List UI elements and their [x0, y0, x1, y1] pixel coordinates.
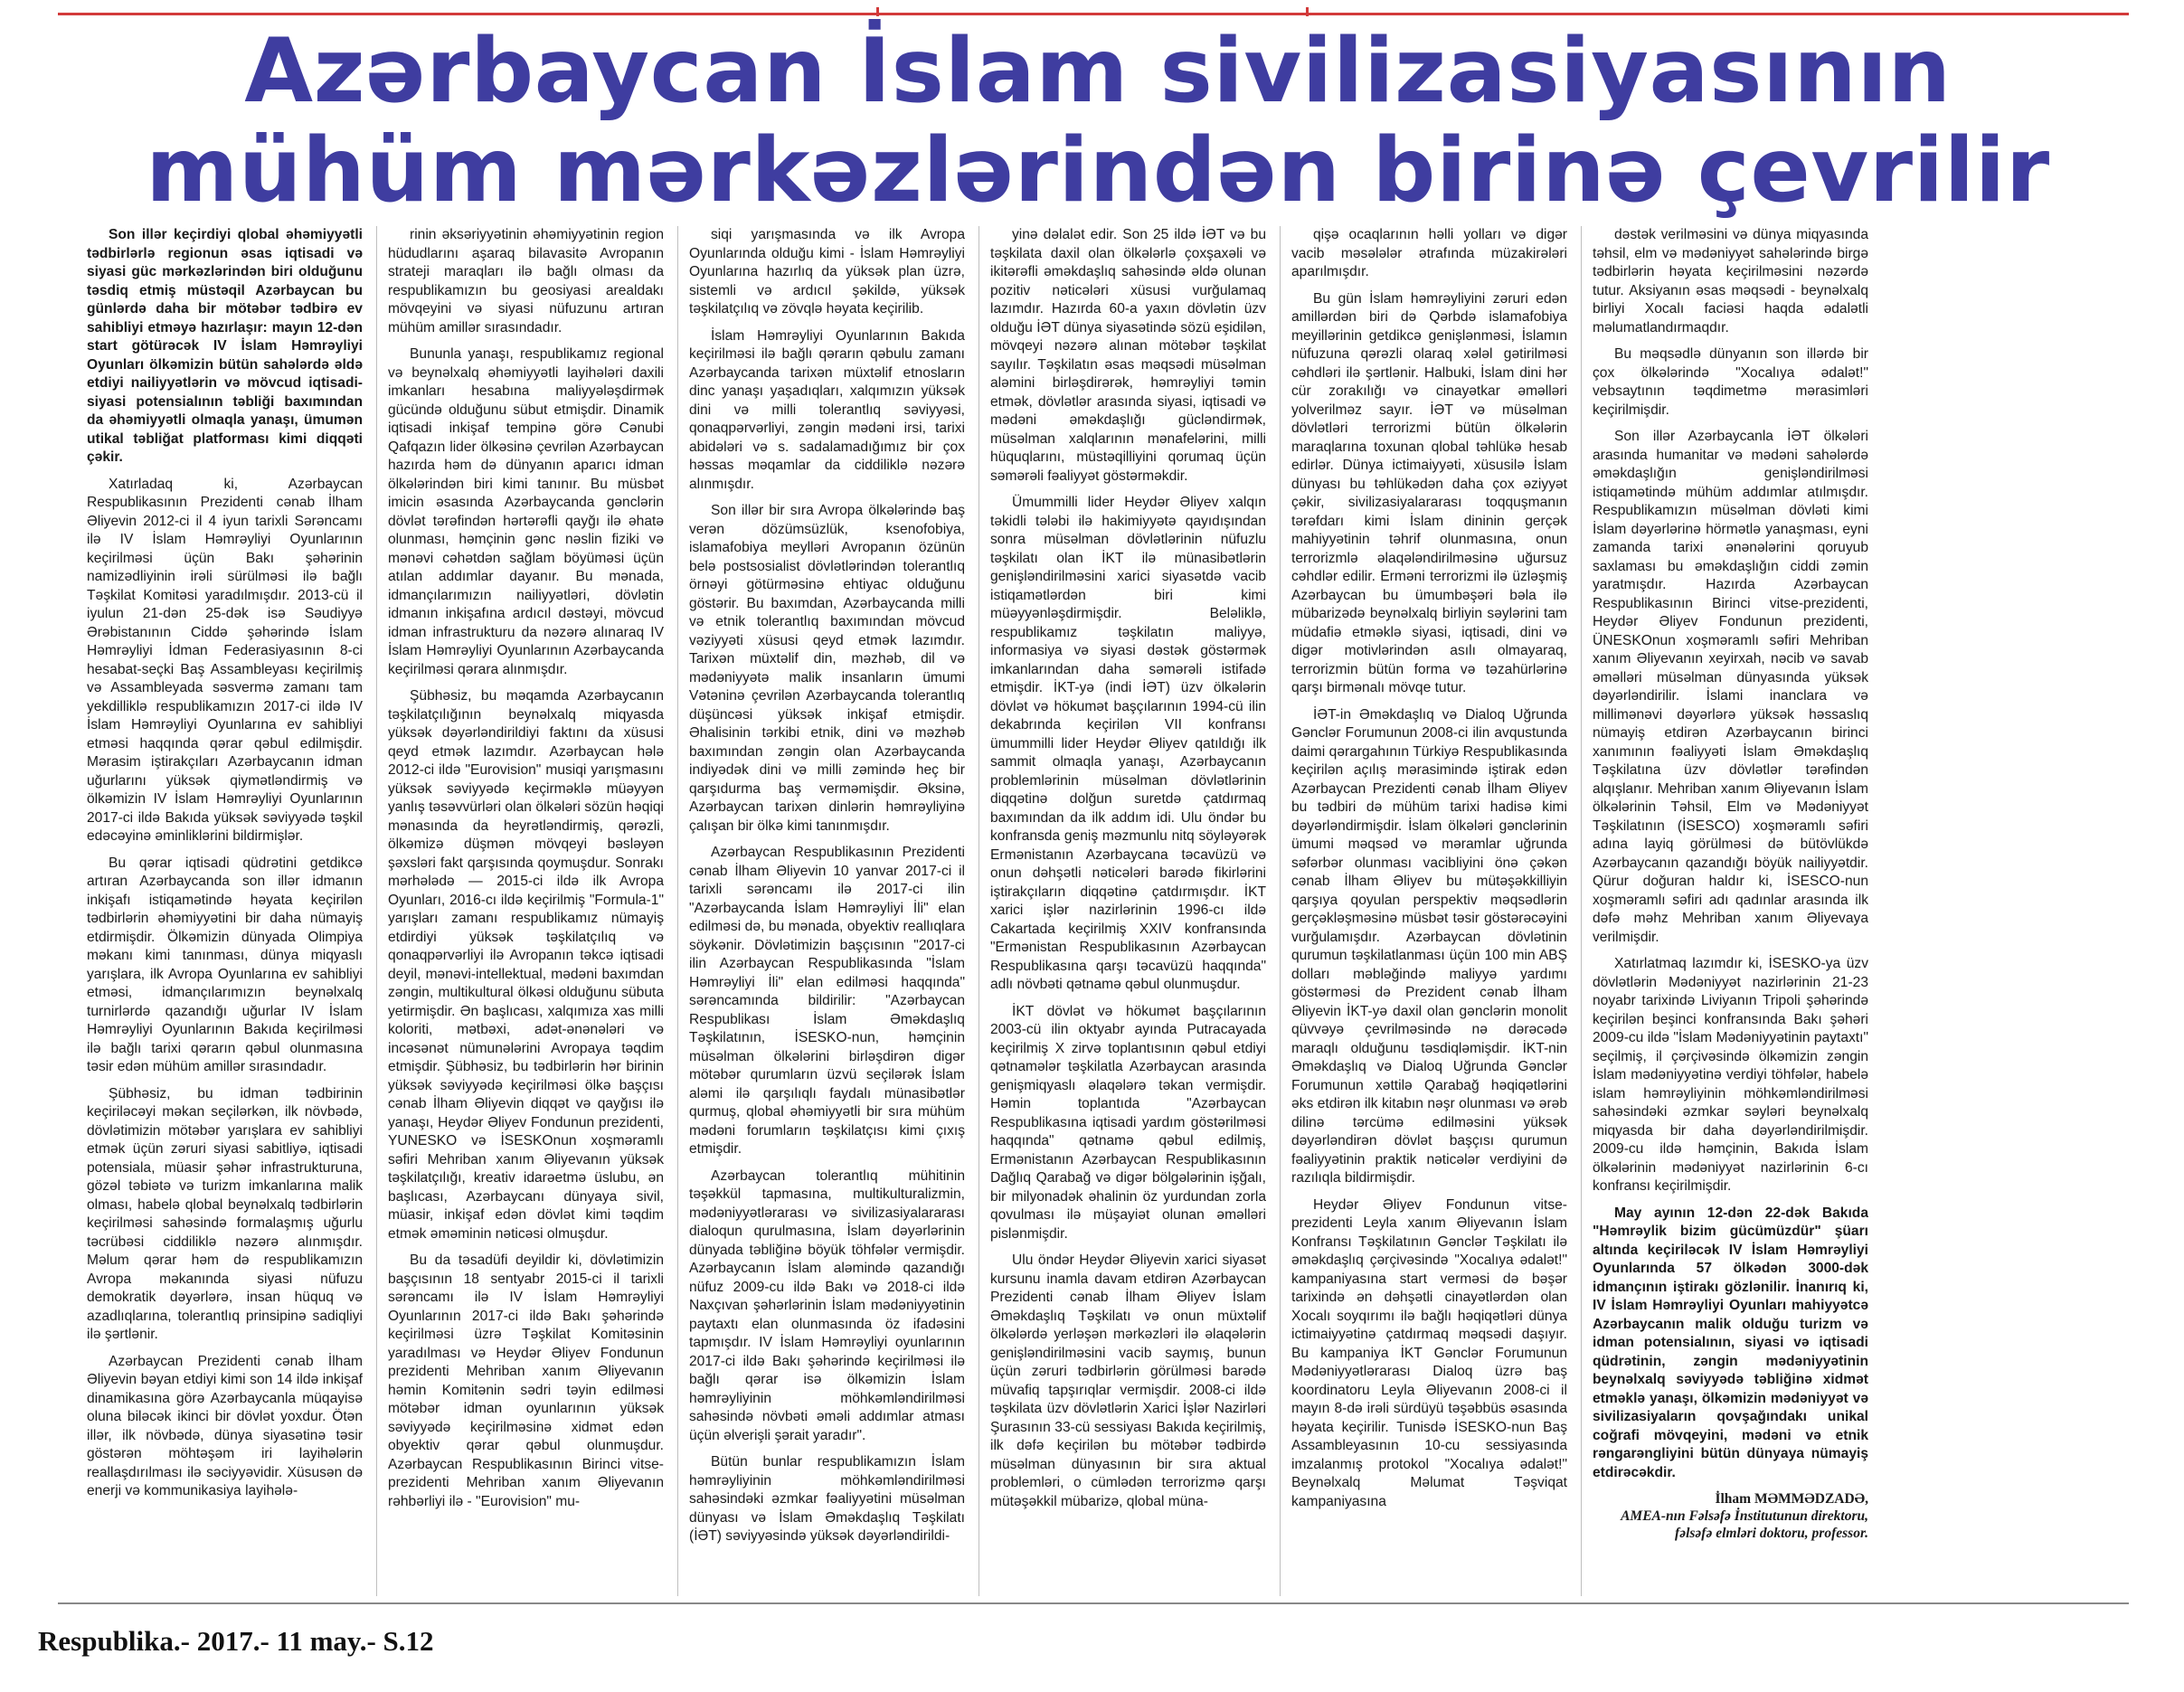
source-citation: Respublika.- 2017.- 11 may.- S.12	[38, 1625, 434, 1657]
author-signature	[1593, 1490, 1868, 1542]
headline-line-2: mühüm mərkəzlərindən birinə çevrilir	[146, 119, 2050, 222]
paragraph: Son illər bir sıra Avropa ölkələrində baş verən dözümsüzlük, ksenofobiya, islamafobiya meylləri Avropanın özünün belə postsosialist dövlətlərindən tolerantlıq örnəyi götürməsinə ehtiyac olduğunu göstərir. Bu baxımdan, Azərbaycanda milli və etnik tolerantlıq baxımından mövcud vəziyyəti xüsusi qeyd etmək lazımdır. Tarixən müxtəlif din, məzhəb, dil və mədəniyyətə malik insanların ümumi Vətəninə çevrilən Azərbaycanda tolerantlıq düşüncəsi yüksək inkişaf etmişdir. Əhalisinin tərkibi etnik, dini və məzhəb baxımından zəngin olan Azərbaycanda indiyədək dini və milli zəmində heç bir qarşıdurma baş verməmişdir. Əksinə, Azərbaycan tarixən dinlərin həmrəyliyinə çalışan bir ölkə kimi tanınmışdır.	[689, 503, 965, 834]
paragraph: Bu məqsədlə dünyanın son illərdə bir çox ölkələrində "Xocalıya ədalət!" vebsaytının təqdimetmə mərasimləri keçirilmişdir.	[1593, 346, 1868, 418]
paragraph: rinin əksəriyyətinin əhəmiyyətinin region hüdudlarını aşaraq bilavasitə Avropanın strateji maraqları ilə bağlı olması da respublikamızın bu geosiyasi arealdakı mövqeyini və siyasi nüfuzunu artıran mühüm amillər sırasındadır.	[388, 227, 664, 336]
paragraph: Son illər keçirdiyi qlobal əhəmiyyətli tədbirlərlə regionun əsas iqtisadi və siyasi güc mərkəzlərindən biri olduğunu təsdiq etmiş müstəqil Azərbaycan bu günlərdə daha bir mötəbər tədbirə ev sahibliyi etməyə hazırlaşır: mayın 12-dən start götürəcək IV İslam Həmrəyliyi Oyunları ölkəmizin bütün sahələrdə əldə etdiyi nailiyyətlərin və mövcud iqtisadi-siyasi potensialının təbliği baxımından da əhəmiyyətli olmaqla yanaşı, ümumən utikal təbliğat platforması kimi diqqəti çəkir.	[87, 227, 363, 465]
paragraph: Ulu öndər Heydər Əliyevin xarici siyasət kursunu inamla davam etdirən Azərbaycan Prezidenti cənab İlham Əliyev İslam Əməkdaşlıq Təşkilatı və onun müxtəlif ölkələrdə yerləşən mərkəzləri ilə əlaqələrin genişləndirilməsini vacib saymış, bunun üçün zəruri tədbirlərin görülməsi barədə müvafiq tapşırıqlar vermişdir. 2008-ci ildə təşkilata üzv dövlətlərin Xarici İşlər Nazirləri Şurasının 33-cü sessiyası Bakıda keçirilmiş, ilk dəfə keçirilən bu mötəbər tədbirdə müsəlman dünyasının bir sıra aktual problemləri, o cümlədən terrorizmə qarşı mütəşəkkil mübarizə, qlobal müna-	[990, 1252, 1266, 1509]
column-4	[990, 226, 1266, 1596]
paragraph: siqi yarışmasında və ilk Avropa Oyunlarında olduğu kimi - İslam Həmrəyliyi Oyunlarına hazırlıq da yüksək plan üzrə, sistemli və ardıcıl şəkildə, yüksək təşkilatçılıq və zövqlə həyata keçirilib.	[689, 227, 965, 317]
paragraph: Xatırladaq ki, Azərbaycan Respublikasının Prezidenti cənab İlham Əliyevin 2012-ci il 4 iyun tarixli Sərəncamı ilə IV İslam Həmrəyliyi Oyunlarının keçirilməsi üçün Bakı şəhərinin namizədliyinin irəli sürülməsi ilə bağlı Təşkilat Komitəsi yaradılmışdır. 2013-cü il iyulun 21-dən 25-dək isə Səudiyyə Ərəbistanının Ciddə şəhərində İslam Həmrəyliyi İdman Federasiyasının 8-ci hesabat-seçki Baş Assambleyası keçirilmiş və Assambleyada səsvermə zamanı tam yekdilliklə respublikamızın 2017-ci ildə IV İslam Həmrəyliyi Oyunlarına ev sahibliyi etməsi haqqında qərar qəbul edilmişdir. Mərasim iştirakçıları Azərbaycanın idman uğurlarını yüksək qiymətləndirmiş və ölkəmizin IV İslam Həmrəyliyi Oyunlarının 2017-ci ildə Bakıda yüksək səviyyədə təşkil edəcəyinə əminliklərini bildirmişlər.	[87, 476, 363, 844]
column-3	[689, 226, 965, 1596]
paragraph: Ümummilli lider Heydər Əliyev xalqın təkidli tələbi ilə hakimiyyətə qayıdışından sonra müsəlman dövlətlərinin nüfuzlu təşkilatı olan İKT ilə münasibətlərin genişləndirilməsini xarici siyasətdə vacib istiqamətlərdən biri kimi müəyyənləşdirmişdir. Beləliklə, respublikamız təşkilatın maliyyə, informasiya və siyasi dəstək göstərmək imkanlarından daha səmərəli istifadə etmişdir. İKT-yə (indi İƏT) üzv ölkələrin dövlət və hökumət başçılarının 1994-cü ilin dekabrında keçirilən VII konfransı ümummilli lider Heydər Əliyev qatıldığı ilk sammit olmaqla yanaşı, Azərbaycanın problemlərinin müsəlman dövlətlərinin diqqətinə dolğun suretdə çatdırmaq baxımından da ilk addım idi. Ulu öndər bu konfransda geniş məzmunlu nitq söyləyərək Ermənistanın Azərbaycana təcavüzü və onun dəhşətli nəticələri barədə fikirlərini iştirakçıların diqqətinə çatdırmışdır. İKT xarici işlər nazirlərinin 1996-cı ildə Cakartada keçirilmiş XXIV konfransında "Ermənistan Respublikasının Azərbaycan Respublikasına qarşı təcavüzü haqqında" adlı növbəti qətnamə qəbul olunmuşdur.	[990, 495, 1266, 992]
column-5	[1291, 226, 1567, 1596]
column-2	[388, 226, 664, 1596]
column-divider	[1581, 226, 1582, 1596]
headline	[58, 22, 2138, 221]
author-title-line-1: AMEA-nın Fəlsəfə İnstitutunun direktoru,	[1621, 1508, 1868, 1524]
paragraph: dəstək verilməsini və dünya miqyasında təhsil, elm və mədəniyyət sahələrində birgə tədbirlərin həyata keçirilməsini nəzərdə tutur. Aksiyanın əsas məqsədi - beynəlxalq birliyi Xocalı faciəsi haqda ədalətli məlumatlandırmaqdır.	[1593, 227, 1868, 336]
author-name: İlham MƏMMƏDZADƏ,	[1715, 1491, 1868, 1507]
paragraph: Xatırlatmaq lazımdır ki, İSESKO-ya üzv dövlətlərin Mədəniyyət nazirlərinin 21-23 noyabr tarixində Liviyanın Tripoli şəhərində keçirilən beşinci konfransında Bakı şəhəri 2009-cu ildə "İslam Mədəniyyətinin paytaxtı" seçilmiş, il çərçivəsində ölkəmizin zəngin İslam mədəniyyətinə verdiyi töhfələr, habelə islam həmrəyliyinin möhkəmləndirilməsi sahəsindəki əzmkar səyləri beynəlxalq miqyasda bir daha dəyərləndirilmişdir. 2009-cu ildə həmçinin, Bakıda İslam ölkələrinin mədəniyyət nazirlərinin 6-cı konfransı keçirilmişdir.	[1593, 956, 1868, 1194]
paragraph: Azərbaycan Respublikasının Prezidenti cənab İlham Əliyevin 10 yanvar 2017-ci il tarixli sərəncamı ilə 2017-ci ilin "Azərbaycanda İslam Həmrəyliyi İli" elan edilməsi də, bu mənada, obyektiv reallıqlara söykənir. Dövlətimizin başçısının "2017-ci ilin Azərbaycan Respublikasında "İslam Həmrəyliyi İli" elan edilməsi haqqında" sərəncamında bildirilir: "Azərbaycan Respublikası İslam Əməkdaşlıq Təşkilatının, İSESKO-nun, həmçinin müsəlman ölkələrini birləşdirən digər mötəbər qurumların üzvü seçilərək İslam aləmi ilə qarşılıqlı faydalı münasibətlər qurmuş, qlobal əhəmiyyətli bir sıra mühüm mədəni forumların təşkilatçısı kimi çıxış etmişdir.	[689, 845, 965, 1157]
paragraph: Azərbaycan Prezidenti cənab İlham Əliyevin bəyan etdiyi kimi son 14 ildə inkişaf dinamikasına görə Azərbaycanla müqayisə oluna biləcək ikinci bir dövlət yoxdur. Ötən illər, ilk növbədə, dünya siyasətinə təsir göstərən möhtəşəm iri layihələrin reallaşdırılması ilə səciyyəvidir. Xüsusən də enerji və kommunikasiya layihələ-	[87, 1353, 363, 1498]
paragraph: Şübhəsiz, bu məqamda Azərbaycanın təşkilatçılığının beynəlxalq miqyasda yüksək dəyərləndirildiyi faktını da xüsusi qeyd etmək lazımdır. Azərbaycan hələ 2012-ci ildə "Eurovision" musiqi yarışmasını yüksək səviyyədə keçirməklə müəyyən yanlış təsəvvürləri olan ölkələri sözün həqiqi mənasında da heyrətləndirmiş, qərəzli, ölkəmizə düşmən mövqeyi bəsləyən şəxsləri fakt qarşısında qoymuşdur. Sonrakı mərhələdə — 2015-ci ildə ilk Avropa Oyunları, 2016-cı ildə keçirilmiş "Formula-1" yarışları zamanı respublikamız nümayiş etdirdiyi yüksək təşkilatçılıq və qonaqpərvərliyi ilə Avropanın təkcə iqtisadi deyil, mənəvi-intellektual, mədəni baxımdan zəngin, multikultural ölkəsi olduğunu sübuta yetirmişdir. Ən başlıcası, xalqımıza xas milli koloriti, mətbəxi, adət-ənənələri və incəsənət nümunələrini Avropaya təqdim etmişdir. Şübhəsiz, bu tədbirlərin hər birinin yüksək səviyyədə keçirilməsi ölkə başçısı cənab İlham Əliyevin diqqət və qayğısı ilə yanaşı, Heydər Əliyev Fondunun prezidenti, YUNESKO və İSESKOnun xoşməramlı səfiri Mehriban xanım Əliyevanın yüksək təşkilatçılığı, kreativ idarəetmə üslubu, ən başlıcası, Azərbaycanı dünyaya sivil, müasir, inkişaf edən dövlət kimi təqdim etmək əməminin nəticəsi olmuşdur.	[388, 688, 664, 1242]
author-title-line-2: fəlsəfə elmləri doktoru, professor.	[1675, 1526, 1868, 1541]
article-body	[87, 226, 2125, 1596]
bottom-rule	[58, 1602, 2129, 1604]
column-divider	[376, 226, 377, 1596]
column-divider	[1280, 226, 1281, 1596]
paragraph: yinə dəlalət edir. Son 25 ildə İƏT və bu təşkilata daxil olan ölkələrlə çoxşaxəli və ikitərəfli əməkdaşlıq sahəsində əldə olunan pozitiv nəticələri xüsusi vurğulamaq lazımdır. Hazırda 60-a yaxın dövlətin üzv olduğu İƏT dünya siyasətində sözü eşidilən, mövqeyi nəzərə alınan mötəbər təşkilat sayılır. Təşkilatın əsas məqsədi müsəlman aləmini birləşdirərək, həmrəyliyi təmin etmək, dövlətlər arasında siyasi, iqtisadi və mədəni əməkdaşlığı gücləndirmək, müsəlman xalqlarının mənafelərini, milli hüquqlarını, müstəqilliyini qorumaq üçün səmərəli fəaliyyət göstərməkdir.	[990, 227, 1266, 484]
paragraph: Heydər Əliyev Fondunun vitse-prezidenti Leyla xanım Əliyevanın İslam Konfransı Təşkilatının Gənclər Təşkilatı ilə əməkdaşlıq çərçivəsində "Xocalıya ədalət!" kampaniyasına start verməsi də bəşər tarixində ən dəhşətli cinayətlərdən olan Xocalı soyqırımı ilə bağlı həqiqətləri dünya ictimaiyyətinə çatdırmaq məqsədi daşıyır. Bu kampaniya İKT Gənclər Forumunun Mədəniyyətlərarası Dialoq üzrə baş koordinatoru Leyla Əliyevanın 2008-ci il mayın 8-də irəli sürdüyü təşəbbüs əsasında həyata keçirilir. Tunisdə İSESKO-nun Baş Assambleyasının 10-cu sessiyasında imzalanmış protokol "Xocalıya ədalət!" Beynəlxalq Məlumat Təşviqat kampaniyasına	[1291, 1196, 1567, 1509]
headline-line-1: Azərbaycan İslam sivilizasiyasının	[244, 20, 1952, 123]
paragraph: Azərbaycan tolerantlıq mühitinin təşəkkül tapmasına, multikulturalizmin, mədəniyyətlərarası və sivilizasiyalararası dialoqun qurulmasına, İslam dəyərlərinin dünyada təbliğinə böyük töhfələr vermişdir. Azərbaycanın İslam aləmində qazandığı nüfuz 2009-cu ildə Bakı və 2018-ci ildə Naxçıvan şəhərlərinin İslam mədəniyyətinin paytaxtı elan olunmasında öz ifadəsini tapmışdır. IV İslam Həmrəyliyi oyunlarının 2017-ci ildə Bakı şəhərində keçirilməsi ilə bağlı qərar isə ölkəmizin İslam həmrəyliyinin möhkəmləndirilməsi sahəsində növbəti əməli addımlar atması üçün əlverişli şərait yaradır".	[689, 1167, 965, 1443]
paragraph: İKT dövlət və hökumət başçılarının 2003-cü ilin oktyabr ayında Putracayada keçirilmiş X zirvə toplantısının qəbul etdiyi qətnamələr təşkilatla Azərbaycan arasında genişmiqyaslı əlaqələrə təkan vermişdir. Həmin toplantıda "Azərbaycan Respublikasına iqtisadi yardım göstərilməsi haqqında" qətnamə qəbul edilmiş, Ermənistanın Azərbaycan Respublikasının Dağlıq Qarabağ və digər bölgələrinin işğalı, bir milyonadək əhalinin öz yurdundan zorla qovulması ilə müşayiət olunan əməlləri pislənmişdir.	[990, 1003, 1266, 1242]
paragraph: Şübhəsiz, bu idman tədbirinin keçiriləcəyi məkan seçilərkən, ilk növbədə, dövlətimizin mötəbər yarışlara ev sahibliyi etmək üçün zəruri siyasi sabitliyə, iqtisadi potensiala, müasir şəhər infrastrukturuna, gözəl təbiətə və turizm imkanlarına malik olması, habelə qlobal beynəlxalq tədbirlərin keçirilməsi sahəsində formalaşmış uğurlu təcrübəsi ciddiliklə nəzərə alınmışdır. Məlum qərar həm də respublikamızın Avropa məkanında siyasi nüfuzu demokratik dəyərlərə, insan hüquq və azadlıqlarına, tolerantlıq prinsipinə sadiqliyi ilə şərtlənir.	[87, 1085, 363, 1342]
column-1	[87, 226, 363, 1596]
paragraph: Bu qərar iqtisadi qüdrətini getdikcə artıran Azərbaycanda son illər idmanın inkişafı istiqamətində həyata keçirilən tədbirlərin əhəmiyyətini bir daha nümayiş etdirmişdir. Ölkəmizin dünyada Olimpiya məkanı kimi tanınması, dünya miqyaslı yarışlara, ilk Avropa Oyunlarına ev sahibliyi etməsi, idmançılarımızın beynəlxalq turnirlərdə qazandığı uğurlar IV İslam Həmrəyliyi Oyunlarının Bakıda keçirilməsi ilə bağlı tarixi qərarın qəbul olunmasına təsir edən mühüm amillər sırasındadır.	[87, 855, 363, 1074]
paragraph: May ayının 12-dən 22-dək Bakıda "Həmrəylik bizim gücümüzdür" şüarı altında keçiriləcək IV İslam Həmrəyliyi Oyunlarında 57 ölkədən 3000-dək idmançının iştirakı gözlənilir. İnanırıq ki, IV İslam Həmrəyliyi Oyunları mahiyyətcə Azərbaycanın malik olduğu turizm və idman potensialının, siyasi və iqtisadi qüdrətinin, zəngin mədəniyyətinin beynəlxalq səviyyədə təbliğinə xidmət etməklə yanaşı, ölkəmizin mədəniyyət və sivilizasiyaların qovşağındakı unikal coğrafi mövqeyini, mədəni və etnik rəngarəngliyini bütün dünyaya nümayiş etdirəcəkdir.	[1593, 1205, 1868, 1480]
paragraph: Bu gün İslam həmrəyliyini zəruri edən amillərdən biri də Qərbdə islamafobiya meyillərinin getdikcə genişlənməsi, İslamın nüfuzuna qərəzli olaraq xələl gətirilməsi cəhdləri ilə şərtlənir. Halbuki, İslam dini hər cür zorakılığı və cinayətkar əməlləri yolverilməz sayır. İƏT və müsəlman dövlətləri terrorizmi bütün ölkələrin maraqlarına toxunan qlobal təhlükə hesab edirlər. Dünya ictimaiyyəti, xüsusilə İslam dünyası bu təhlükədən daha çox əziyyət çəkir, sivilizasiyalararası toqquşmanın tərəfdarı kimi İslam dininin gerçək mahiyyətinin təhrif olunmasına, onun terrorizmlə əlaqələndirilməsinə uğursuz cəhdlər edilir. Erməni terrorizmi ilə üzləşmiş Azərbaycan bu ümumbəşəri bəla ilə mübarizədə beynəlxalq birliyin səylərini tam müdafiə etməklə siyasi, iqtisadi, dini və digər motivlərindən asılı olmayaraq, terrorizmin bütün forma və təzahürlərinə qarşı birmənalı mövqe tutur.	[1291, 290, 1567, 695]
paragraph: İslam Həmrəyliyi Oyunlarının Bakıda keçirilməsi ilə bağlı qərarın qəbulu zamanı Azərbaycanda tarixən müxtəlif etnosların dinc yanaşı yaşadıqları, xalqımızın yüksək dini və milli tolerantlıq səviyyəsi, qonaqpərvərliyi, zəngin mədəni irsi, tarixi abidələri və s. sadalamadığımız bir çox həssas məqamlar da ciddiliklə nəzərə alınmışdır.	[689, 327, 965, 492]
paragraph: Bununla yanaşı, respublikamız regional və beynəlxalq əhəmiyyətli layihələri daxili imkanları hesabına maliyyələşdirmək gücündə olduğunu sübut etmişdir. Dinamik iqtisadi inkişaf tempinə görə Cənubi Qafqazın lider ölkəsinə çevrilən Azərbaycan hazırda həm də dünyanın aparıcı idman ölkələrindən biri kimi tanınır. Bu müsbət imicin əsasında Azərbaycanda gənclərin dövlət tərəfindən hərtərəfli qayğı ilə əhatə olunması, həmçinin gənc nəslin fiziki və mənəvi cəhətdən sağlam böyüməsi üçün atılan addımlar dayanır. Bu mənada, idmançılarımızın nailiyyətləri, dövlətin idmanın inkişafına ardıcıl dəstəyi, mövcud idman infrastrukturu da nəzərə alınaraq IV İslam Həmrəyliyi Oyunlarının Azərbaycanda keçirilməsi qərara alınmışdır.	[388, 346, 664, 677]
paragraph: Bu da təsadüfi deyildir ki, dövlətimizin başçısının 18 sentyabr 2015-ci il tarixli sərəncamı ilə IV İslam Həmrəyliyi Oyunlarının 2017-ci ildə Bakı şəhərində keçirilməsi üzrə Təşkilat Komitəsinin yaradılması və Heydər Əliyev Fondunun prezidenti Mehriban xanım Əliyevanın həmin Komitənin sədri təyin edilməsi mötəbər idman oyunlarının yüksək səviyyədə keçirilməsinə xidmət edən obyektiv qərar qəbul olunmuşdur. Azərbaycan Respublikasının Birinci vitse-prezidenti Mehriban xanım Əliyevanın rəhbərliyi ilə - "Eurovision" mu-	[388, 1252, 664, 1509]
column-divider	[677, 226, 678, 1596]
paragraph: Son illər Azərbaycanla İƏT ölkələri arasında humanitar və mədəni sahələrdə əməkdaşlığın genişləndirilməsi istiqamətində mühüm addımlar atılmışdır. Respublikamızın müsəlman dövləti kimi İslam dəyərlərinə hörmətlə yanaşması, eyni zamanda tarixi ənənələrini qoruyub saxlaması bu əməkdaşlığın ciddi zəmin yaratmışdır. Hazırda Azərbaycan Respublikasının Birinci vitse-prezidenti, Heydər Əliyev Fondunun prezidenti, ÜNESKOnun xoşməramlı səfiri Mehriban xanım Əliyevanın xeyirxah, nəcib və savab əməlləri müsəlman dünyasında yüksək dəyərləndirilir. İslami inanclara və millimənəvi dəyərlərə yüksək həssaslıq nümayiş etdirən Azərbaycanın birinci xanımının fəaliyyəti İslam Əməkdaşlıq Təşkilatına üzv dövlətlər tərəfindən alqışlanır. Mehriban xanım Əliyevanın İslam ölkələrinin Təhsil, Elm və Mədəniyyət Təşkilatının (İSESCO) xoşməramlı səfiri adına layiq görülməsi də bütövlükdə Azərbaycanın qazandığı böyük nailiyyətdir. Qürur doğuran haldır ki, İSESCO-nun xoşməramlı səfiri adı qadınlar arasında ilk dəfə məhz Mehriban xanım Əliyevaya verilmişdir.	[1593, 429, 1868, 945]
paragraphs	[1593, 226, 1868, 1482]
paragraph: İƏT-in Əməkdaşlıq və Dialoq Uğrunda Gənclər Forumunun 2008-ci ilin avqustunda daimi qərargahının Türkiyə Respublikasında keçirilən açılış mərasimində iştirak edən Azərbaycan Prezidenti cənab İlham Əliyev bu tədbiri də mühüm tarixi hadisə kimi dəyərləndirmişdir. İslam ölkələri gənclərinin ümumi məqsəd və məramlar uğrunda səfərbər olunması vacibliyini önə çəkən cənab İlham Əliyev bu mütəşəkkilliyin qarşıya qoyulan perspektiv məqsədlərin gerçəkləşməsinə müsbət təsir göstərəcəyini vurğulamışdır. Azərbaycan dövlətinin qurumun təşkilatlanması üçün 100 min ABŞ dolları məbləğində maliyyə yardımı göstərməsi də Prezident cənab İlham Əliyevin İKT-yə daxil olan gənclərin monolit qüvvəyə çevrilməsində nə dərəcədə maraqlı olduğunu təsdiqləmişdir. İKT-nin Əməkdaşlıq və Dialoq Uğrunda Gənclər Forumunun xəttilə Qarabağ həqiqətlərini əks etdirən ilk kitabın nəşr olunması və ərəb dilinə tərcümə edilməsini yüksək dəyərləndirən dövlət başçısı qurumun fəaliyyətinin praktik nəticələr verdiyini də razılıqla bildirmişdir.	[1291, 706, 1567, 1186]
top-rule	[58, 13, 2129, 15]
paragraph: qişə ocaqlarının həlli yolları və digər vacib məsələlər ətrafında müzakirələri aparılmışdır.	[1291, 227, 1567, 279]
paragraph: Bütün bunlar respublikamızın İslam həmrəyliyinin möhkəmləndirilməsi sahəsindəki əzmkar fəaliyyətini müsəlman dünyası və İslam Əməkdaşlıq Təşkilatı (İƏT) səviyyəsində yüksək dəyərləndirildi-	[689, 1454, 965, 1544]
column-6	[1593, 226, 1868, 1596]
